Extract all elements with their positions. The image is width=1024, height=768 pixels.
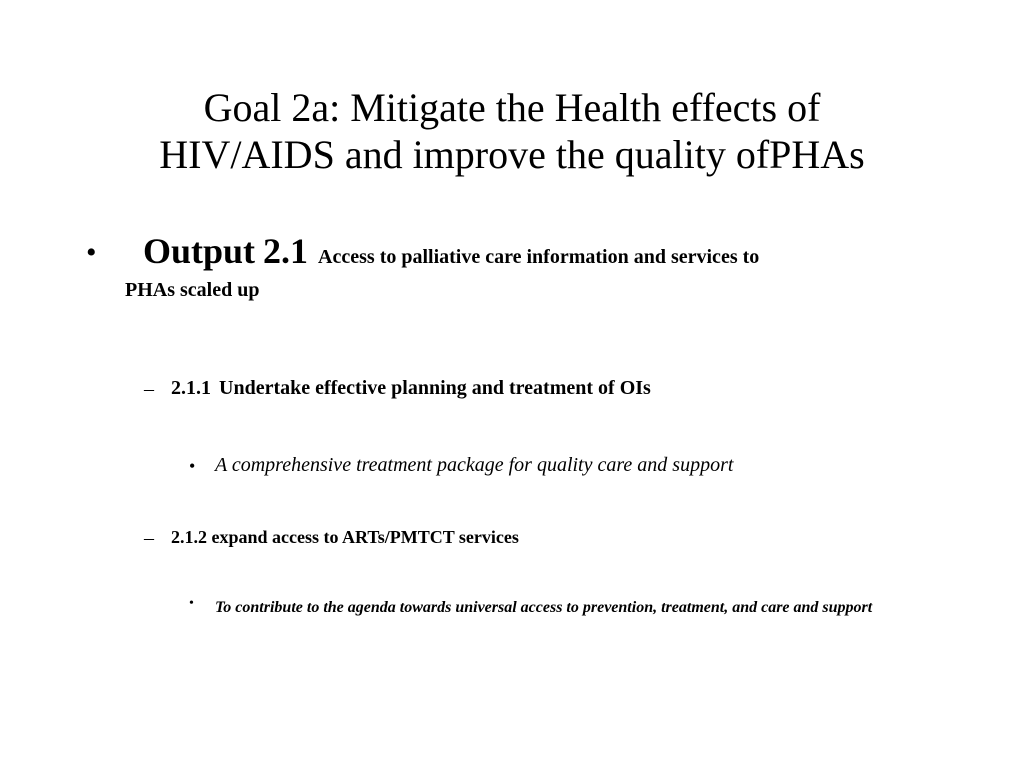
activity-1-sub-text: A comprehensive treatment package for quality care and support <box>215 454 734 476</box>
activity-2-sub-text: To contribute to the agenda towards universal access to prevention, treatment, and care and support <box>215 599 873 616</box>
output-description-cont: PHAs scaled up <box>125 279 260 301</box>
title-line-2: HIV/AIDS and improve the quality ofPHAs <box>159 132 865 178</box>
activity-2-dash: – <box>144 527 154 549</box>
output-number: 2.1 <box>263 231 309 271</box>
slide-title <box>60 84 964 178</box>
output-item <box>125 233 955 302</box>
output-label: Output <box>143 231 256 271</box>
activity-2: 2.1.2 expand access to ARTs/PMTCT services <box>171 527 519 547</box>
output-heading <box>143 233 308 269</box>
activity-1-number: 2.1.1 <box>171 377 211 399</box>
activity-1-sub-bullet: • <box>189 456 196 476</box>
output-description: Access to palliative care information and services to <box>318 246 760 268</box>
activity-1 <box>171 378 651 398</box>
title-line-1: Goal 2a: Mitigate the Health effects of <box>203 85 821 130</box>
activity-1-dash: – <box>144 378 154 400</box>
activity-2-sub-bullet: • <box>189 596 194 611</box>
activity-1-text: Undertake effective planning and treatment of OIs <box>219 377 651 399</box>
output-bullet: • <box>86 236 97 269</box>
